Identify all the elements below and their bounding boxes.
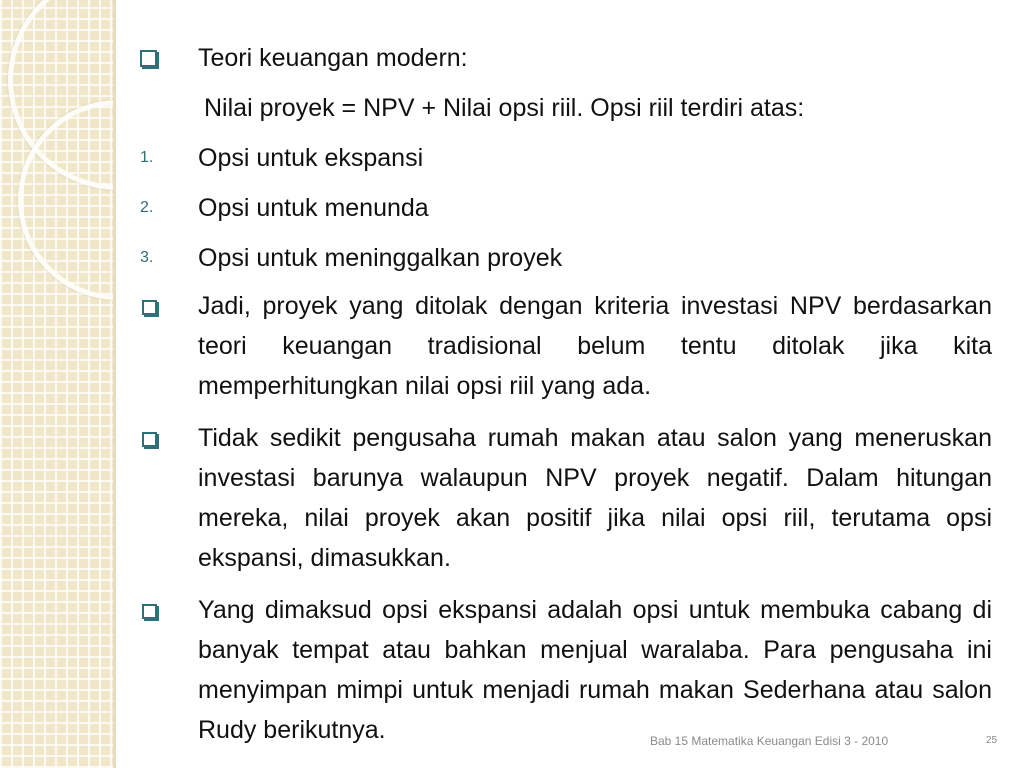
item-text: Opsi untuk meninggalkan proyek [198, 244, 563, 272]
item-text: Jadi, proyek yang ditolak dengan kriteria investasi NPV berdasarkan teori keuangan tradisional belum tentu ditolak jika kita memperhitungkan nilai opsi riil yang ada. [198, 292, 992, 400]
sidebar-edge [113, 0, 116, 768]
item-text: Tidak sedikit pengusaha rumah makan atau salon yang meneruskan investasi barunya walaupun NPV proyek negatif. Dalam hitungan mereka, nilai proyek akan positif jika nilai opsi riil, terutama opsi ekspansi, dimasukkan. [198, 424, 992, 572]
item-number: 1. [140, 149, 154, 166]
item-text: Opsi untuk ekspansi [198, 144, 424, 172]
slide-footer: Bab 15 Matematika Keuangan Edisi 3 - 2010 [650, 734, 889, 748]
item-text: Opsi untuk menunda [198, 194, 429, 222]
item-text: Teori keuangan modern: [198, 44, 468, 72]
item-number: 2. [140, 199, 154, 216]
formula-line: Nilai proyek = NPV + Nilai opsi riil. Opsi riil terdiri atas: [204, 94, 805, 122]
decorative-sidebar [0, 0, 116, 768]
page-number: 25 [986, 735, 998, 746]
item-text: Yang dimaksud opsi ekspansi adalah opsi untuk membuka cabang di banyak tempat atau bahkan menjual waralaba. Para pengusaha ini menyimpan mimpi untuk menjadi rumah makan Sederhana atau salon Rudy berikutnya. [198, 596, 992, 744]
item-number: 3. [140, 249, 154, 266]
